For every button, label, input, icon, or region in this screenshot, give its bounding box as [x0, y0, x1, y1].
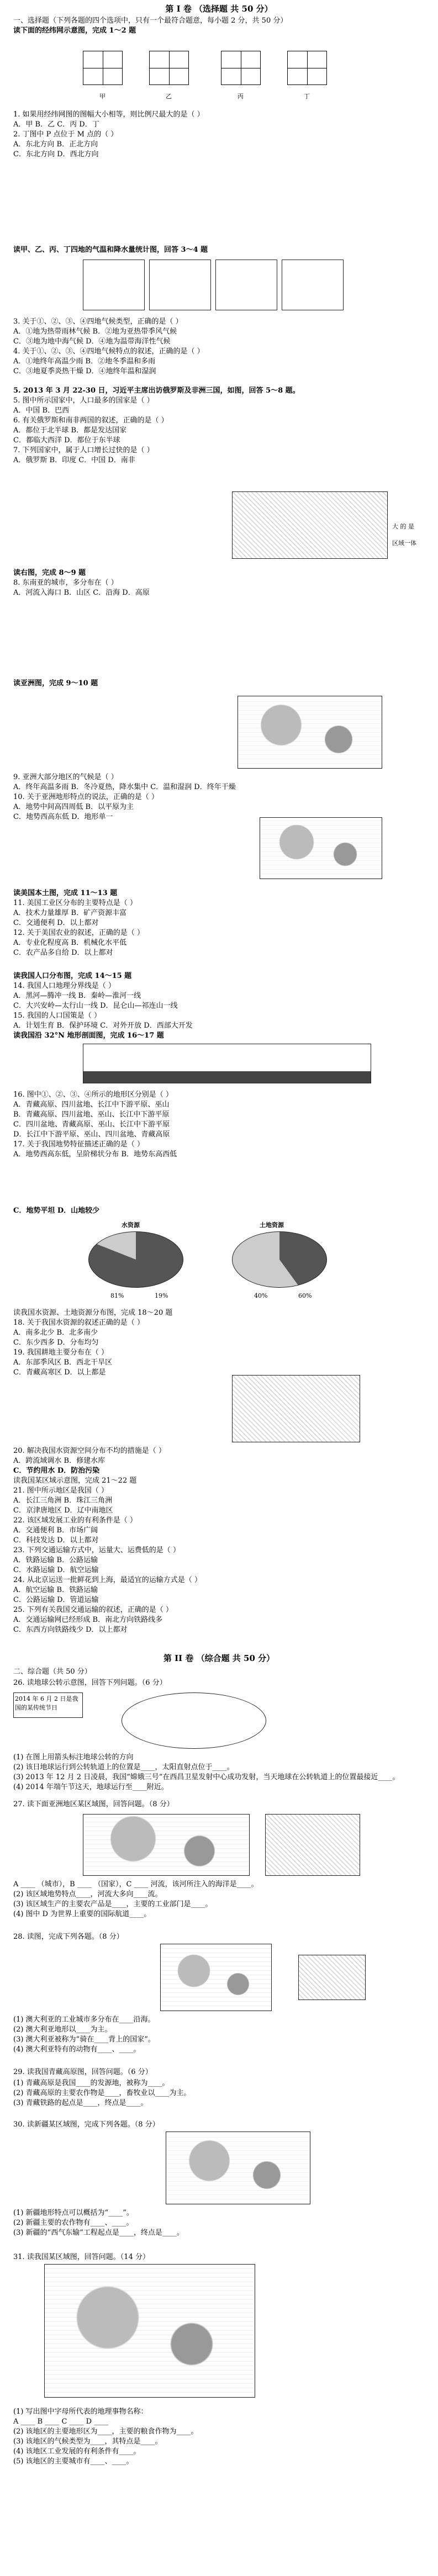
q-line: C．科技发达 D．以上都对: [13, 1536, 99, 1544]
part2-intro: 二、综合题（共 50 分）: [13, 1668, 92, 1676]
q-line: A．黑河—腾冲一线 B．秦岭—淮河一线: [13, 992, 141, 1000]
q26-line: (4) 2014 年端午节这天，地球运行至____附近。: [13, 1783, 168, 1791]
part1-title: 第 I 卷 （选择题 共 50 分）: [165, 4, 273, 13]
q-line: A．终年高温多雨 B．冬冷夏热，降水集中 C．温和湿润 D．终年干燥: [13, 783, 236, 791]
q27-line: (3) 该区域生产的主要农产品是____，主要的工业部门是____。: [13, 1900, 213, 1908]
q-line: A．都位于北半球 B．都是发达国家: [13, 426, 127, 435]
terrain-profile: [83, 1044, 371, 1083]
q-line: 1. 如果用经纬网图的图幅大小相等，则比例尺最大的是（ ）: [13, 110, 204, 119]
land-pie: [232, 1231, 327, 1288]
q-line: 15. 我国的人口国策是（ ）: [13, 1012, 101, 1020]
q28-line: (2) 澳大利亚地形以____为主。: [13, 2025, 112, 2034]
q-line: A．专业化程度高 B．机械化水平低: [13, 939, 127, 947]
australia-map: [160, 1944, 272, 2011]
q-line: A．甲 B．乙 C．丙 D．丁: [13, 120, 99, 129]
us-map: [260, 817, 382, 879]
q29-line: (1) 青藏高原是我国____的发源地，被称为____。: [13, 2079, 170, 2087]
grid-label-ding: 丁: [304, 93, 310, 100]
q-line: 11. 美国工业区分布的主要特点是（ ）: [13, 899, 137, 907]
q-line: 23. 下列交通运输方式中，运量大、运费低的是（ ）: [13, 1546, 180, 1554]
q-line: A．俄罗斯 B．印度 C．中国 D．南非: [13, 456, 135, 464]
q-line: 22. 该区域发展工业的有利条件是（ ）: [13, 1516, 137, 1525]
q26-box: 2014 年 6 月 2 日是我国的某传统节日: [13, 1692, 83, 1718]
q-line: 6. 有关俄罗斯和南非两国的叙述，正确的是（ ）: [13, 416, 168, 425]
q-line: C．③地夏季炎热干燥 D．④地终年温和湿润: [13, 367, 156, 375]
q-line: A．计划生育 B．保护环境 C．对外开放 D．西部大开发: [13, 1022, 193, 1030]
grid-label-yi: 乙: [166, 93, 172, 100]
land-label: 土地资源: [260, 1221, 284, 1229]
q-line: A．交通运输网已经形成 B．南北方向铁路线多: [13, 1616, 163, 1624]
part2-title: 第 II 卷 （综合题 共 50 分）: [163, 1654, 275, 1663]
grid-jia: [83, 51, 123, 85]
orbit-diagram: [122, 1692, 266, 1749]
q-line: C．大兴安岭—太行山一线 D．昆仑山—祁连山一线: [13, 1002, 178, 1010]
q1-2-intro: 读下面的经纬网示意图，完成 1～2 题: [13, 27, 136, 35]
q-line: 读我国水资源、土地资源分布图，完成 18～20 题: [13, 1309, 173, 1317]
asia-map: [238, 696, 382, 769]
q31-line: A ____ B ____ C ____ D ____: [13, 2418, 109, 2426]
q31-region-map: [44, 2264, 255, 2398]
q-line: 读我国沿 32°N 地形剖面图，完成 16～17 题: [13, 1032, 164, 1040]
q-line: C．青藏高寒区 D．以上都是: [13, 1368, 106, 1377]
q-line: 5. 2013 年 3 月 22-30 日，习近平主席出访俄罗斯及非洲三国，如图，回答 5～8 题。: [13, 387, 300, 395]
q-line: A．青藏高原、四川盆地、长江中下游平原、巫山: [13, 1101, 170, 1109]
climate-chart-1: [83, 260, 145, 310]
q-line: 20. 解决我国水资源空间分布不均的措施是（ ）: [13, 1447, 166, 1455]
grid-label-bing: 丙: [238, 93, 244, 100]
q-line: A．东北方向 B．正北方向: [13, 140, 98, 149]
australia-detail-map: [298, 1955, 366, 2000]
climate-chart-2: [149, 260, 211, 310]
q-line: D．长江中下游平原、巫山、四川盆地、青藏高原: [13, 1130, 170, 1139]
world-route-map: [232, 491, 388, 559]
q-line: 21. 图中所示地区是我国（ ）: [13, 1487, 108, 1495]
q-line: 24. 从北京运送一批鲜花到上海，最适宜的运输方式是（ ）: [13, 1576, 202, 1584]
q-line: C．东少西多 D．分布均匀: [13, 1339, 99, 1347]
q-line: C．地势平坦 D．山地较少: [13, 1207, 100, 1215]
q-line: 14. 我国人口地理分界线是（ ）: [13, 982, 115, 990]
q-line: 18. 关于我国水资源的叙述正确的是（ ）: [13, 1319, 144, 1327]
q-line: C．交通便利 D．以上都对: [13, 919, 99, 927]
climate-chart-3: [215, 260, 277, 310]
q-line: 10. 关于亚洲地形特点的说法，正确的是（ ）: [13, 793, 159, 801]
q-line: C．③地为地中海气候 D．④地为温带海洋性气候: [13, 337, 171, 346]
q27-line: A ____ （城市），B ____ （国家），C ____ 河流，该河所注入的海洋是____。: [13, 1880, 258, 1889]
q-line: C．农产品多自给 D．以上都对: [13, 949, 113, 957]
q27-map-2: [265, 1814, 360, 1876]
q-line: 7. 下列国家中，属于人口增长过快的是（ ）: [13, 446, 154, 454]
q-line: C．四川盆地、青藏高原、巫山、长江中下游平原: [13, 1120, 170, 1129]
q-line: 8. 东南亚的城市，多分布在（ ）: [13, 579, 118, 587]
grid-ding: [287, 51, 327, 85]
q-line: C．地势西高东低 D．地形单一: [13, 813, 113, 821]
q-line: C．水路运输 D．航空运输: [13, 1566, 99, 1574]
q30-line: (2) 新疆主要的农作物有____、____。: [13, 2219, 134, 2227]
q-line: C．公路运输 D．管道运输: [13, 1596, 99, 1604]
q-line: C．京津唐地区 D．辽中南地区: [13, 1506, 113, 1515]
q-line: C．节约用水 D．防治污染: [13, 1467, 100, 1475]
map-caption-b: 区域一体: [392, 539, 416, 547]
q26-line: (3) 2013 年 12 月 2 日凌晨，我国“嫦娥三号”在西昌卫星发射中心成功发射，当天地球在公转轨道上的位置最接近____。: [13, 1773, 400, 1781]
q28-stem: 28. 读图，完成下列各题。（8 分）: [13, 1933, 124, 1941]
q-line: 9. 亚洲大部分地区的气候是（ ）: [13, 773, 118, 781]
q-line: A．中国 B．巴西: [13, 406, 70, 415]
q-line: 读甲、乙、丙、丁四地的气温和降水量统计图，回答 3～4 题: [13, 246, 208, 254]
q-line: 25. 下列有关我国交通运输的叙述，正确的是（ ）: [13, 1606, 173, 1614]
q-line: 19. 我国耕地主要分布在（ ）: [13, 1348, 108, 1357]
q31-line: (2) 该地区的主要地形区为____，主要的粮食作物为____。: [13, 2427, 198, 2436]
q-line: 读我国某区域示意图，完成 21～22 题: [13, 1477, 137, 1485]
q-line: C．都临大西洋 D．都位于东半球: [13, 436, 120, 445]
water-pie: [88, 1231, 183, 1288]
q27-stem: 27. 读下面亚洲地区某区域图，回答问题。（8 分）: [13, 1800, 174, 1808]
q-line: A．地势中间高四周低 B．以平原为主: [13, 803, 134, 811]
q30-line: (3) 新疆的“西气东输”工程起点是____，终点是____。: [13, 2229, 184, 2237]
q-line: 4. 关于①、②、③、④四地气候特点的叙述，正确的是（ ）: [13, 347, 204, 356]
q27-line: (4) 图中 D 为世界上重要的国际航道____。: [13, 1910, 151, 1918]
q30-line: (1) 新疆地形特点可以概括为“____”。: [13, 2209, 134, 2217]
q-line: 读亚洲图，完成 9～10 题: [13, 679, 98, 687]
water-label: 水资源: [122, 1221, 140, 1229]
map-caption-a: 大 的 是: [392, 523, 414, 530]
q-line: 16. 图中①、②、③、④所示的地形区分别是（ ）: [13, 1091, 173, 1099]
region-map: [232, 1375, 360, 1442]
pct-c: 40%: [254, 1292, 268, 1299]
q-line: A．航空运输 B．铁路运输: [13, 1586, 98, 1594]
q27-map: [83, 1814, 250, 1876]
q-line: B．青藏高原、四川盆地、巫山、长江中下游平原: [13, 1110, 170, 1119]
pct-d: 60%: [298, 1292, 312, 1299]
q29-stem: 29. 读我国青藏高原图，回答问题。（6 分）: [13, 2068, 152, 2076]
q-line: 12. 关于美国农业的叙述，正确的是（ ）: [13, 929, 144, 937]
q-line: 读美国本土图，完成 11～13 题: [13, 889, 118, 897]
grid-label-jia: 甲: [99, 93, 105, 100]
q31-line: (3) 该地区的气候类型为____，其特点是____。: [13, 2437, 162, 2446]
q-line: A．交通便利 B．市场广阔: [13, 1526, 98, 1535]
q-line: A．南多北少 B．北多南少: [13, 1329, 98, 1337]
q-line: A．地势西高东低，呈阶梯状分布 B．地势东高西低: [13, 1150, 177, 1159]
q-line: A．东部季风区 B．西北干旱区: [13, 1358, 113, 1367]
q30-stem: 30. 读新疆某区域图，完成下列各题。（8 分）: [13, 2120, 160, 2129]
q31-line: (5) 该地区的主要城市有____、____。: [13, 2457, 134, 2466]
q-line: 3. 关于①、②、③、④四地气候类型，正确的是（ ）: [13, 318, 183, 326]
q26-stem: 26. 读地球公转示意图，回答下列问题。（6 分）: [13, 1679, 167, 1687]
q-line: C．东北方向 D．西北方向: [13, 150, 99, 158]
q31-line: (1) 写出图中字母所代表的地理事物名称：: [13, 2408, 148, 2416]
q-line: 17. 关于我国地势特征描述正确的是（ ）: [13, 1140, 144, 1149]
q-line: A．长江三角洲 B．珠江三角洲: [13, 1496, 113, 1505]
q28-line: (3) 澳大利亚被称为“骑在____背上的国家”。: [13, 2035, 155, 2044]
q-line: A．技术力量雄厚 B．矿产资源丰富: [13, 909, 127, 917]
q27-line: (2) 该区域地势特点____，河流大多向____流。: [13, 1890, 162, 1898]
grid-yi: [149, 51, 189, 85]
q-line: C．东西方向铁路线少 D．以上都对: [13, 1626, 128, 1634]
q28-line: (4) 澳大利亚特有的动物有____、____。: [13, 2045, 141, 2054]
q-line: 2. 丁图中 P 点位于 M 点的（ ）: [13, 130, 118, 139]
q-line: 5. 图中所示国家中，人口最多的国家是（ ）: [13, 396, 154, 405]
q26-line: (2) 该日地球运行到公转轨道上的位置是____，太阳直射点位于____。: [13, 1763, 234, 1771]
pct-b: 19%: [155, 1292, 168, 1299]
q28-line: (1) 澳大利亚的工业城市多分布在____沿海。: [13, 2016, 155, 2024]
climate-chart-4: [282, 260, 344, 310]
xinjiang-map: [166, 2131, 310, 2204]
q-line: 读右图，完成 8～9 题: [13, 569, 86, 577]
q-line: A．①地终年高温少雨 B．②地冬季温和多雨: [13, 357, 156, 366]
q29-line: (3) 青藏铁路的起点是____，终点是____。: [13, 2099, 148, 2107]
pct-a: 81%: [110, 1292, 124, 1299]
q-line: A．跨流域调水 B．修建水库: [13, 1457, 105, 1465]
q31-stem: 31. 读我国某区域图，回答问题。（14 分）: [13, 2253, 150, 2261]
q26-line: (1) 在图上用箭头标注地球公转的方向: [13, 1753, 134, 1762]
part1-intro: 一、选择题（下列各题的四个选项中，只有一个最符合题意，每小题 2 分，共 50 分）: [13, 17, 288, 25]
q29-line: (2) 青藏高原的主要农作物是____，畜牧业以____为主。: [13, 2089, 191, 2097]
q-line: A．①地为热带雨林气候 B．②地为亚热带季风气候: [13, 327, 177, 336]
grid-bing: [221, 51, 261, 85]
q-line: A．河流入海口 B．山区 C．沿海 D．高原: [13, 589, 150, 597]
q-line: A．铁路运输 B．公路运输: [13, 1556, 98, 1564]
q31-line: (4) 该地区工业发展的有利条件有____。: [13, 2447, 141, 2456]
q-line: 读我国人口分布图，完成 14～15 题: [13, 972, 132, 980]
